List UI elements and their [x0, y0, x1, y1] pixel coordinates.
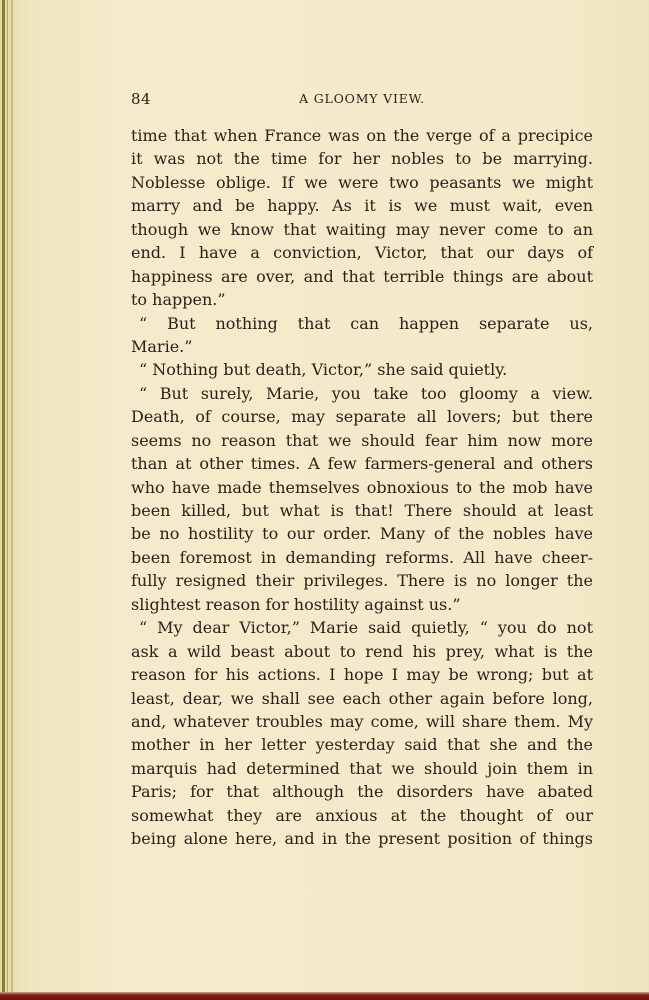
text-line: been killed, but what is that! There should at least — [131, 501, 593, 520]
text-line: somewhat they are anxious at the thought of our — [131, 805, 593, 825]
text-line: “ But surely, Marie, you take too gloomy a view. — [139, 383, 593, 403]
text-line: “ Nothing but death, Victor,” she said quietly. — [139, 360, 508, 380]
text-line: reason for his actions. I hope I may be wrong; but at — [131, 665, 593, 685]
text-line: Noblesse oblige. If we were two peasants we might — [131, 172, 593, 192]
text-line: Paris; for that although the disorders have abated — [131, 782, 593, 802]
binding-line — [11, 0, 13, 1000]
text-line: marquis had determined that we should join them in — [131, 758, 593, 778]
text-line: ask a wild beast about to rend his prey, what is the — [131, 641, 593, 661]
page-bottom-edge — [0, 992, 649, 1000]
text-line: time that when France was on the verge of a precipice — [131, 126, 593, 145]
text-line: being alone here, and in the present position of things — [131, 829, 593, 849]
text-line: mother in her letter yesterday said that she and the — [131, 735, 593, 755]
text-line: Death, of course, may separate all lovers; but there — [131, 407, 593, 427]
binding-line — [7, 0, 8, 1000]
text-line: end. I have a conviction, Victor, that our days of — [131, 243, 593, 263]
text-line: “ But nothing that can happen separate us, — [139, 313, 593, 333]
page-number: 84 — [131, 90, 152, 108]
text-line: been foremost in demanding reforms. All have cheer- — [131, 547, 593, 567]
text-line: be no hostility to our order. Many of the nobles have — [131, 524, 593, 544]
page-header — [131, 90, 593, 110]
book-binding-edge — [0, 0, 20, 1000]
binding-line — [2, 0, 5, 1000]
text-line: happiness are over, and that terrible things are about — [131, 266, 593, 286]
text-line: “ My dear Victor,” Marie said quietly, “ you do not — [139, 618, 593, 638]
text-line: to happen.” — [131, 290, 226, 310]
text-line: who have made themselves obnoxious to the mob have — [131, 477, 593, 497]
text-line: marry and be happy. As it is we must wait, even — [131, 196, 593, 216]
text-line: seems no reason that we should fear him now more — [131, 430, 593, 450]
text-line: and, whatever troubles may come, will share them. My — [131, 711, 593, 731]
text-line: Marie.” — [131, 336, 193, 356]
text-line: though we know that waiting may never come to an — [131, 219, 593, 239]
running-head: A GLOOMY VIEW. — [299, 91, 425, 106]
text-line: fully resigned their privileges. There is no longer the — [131, 571, 593, 591]
text-line: least, dear, we shall see each other again before long, — [131, 688, 593, 708]
text-line: than at other times. A few farmers-general and others — [131, 454, 593, 474]
text-line: slightest reason for hostility against us.” — [131, 594, 461, 614]
body-text — [131, 124, 593, 851]
text-line: it was not the time for her nobles to be marrying. — [131, 149, 593, 169]
